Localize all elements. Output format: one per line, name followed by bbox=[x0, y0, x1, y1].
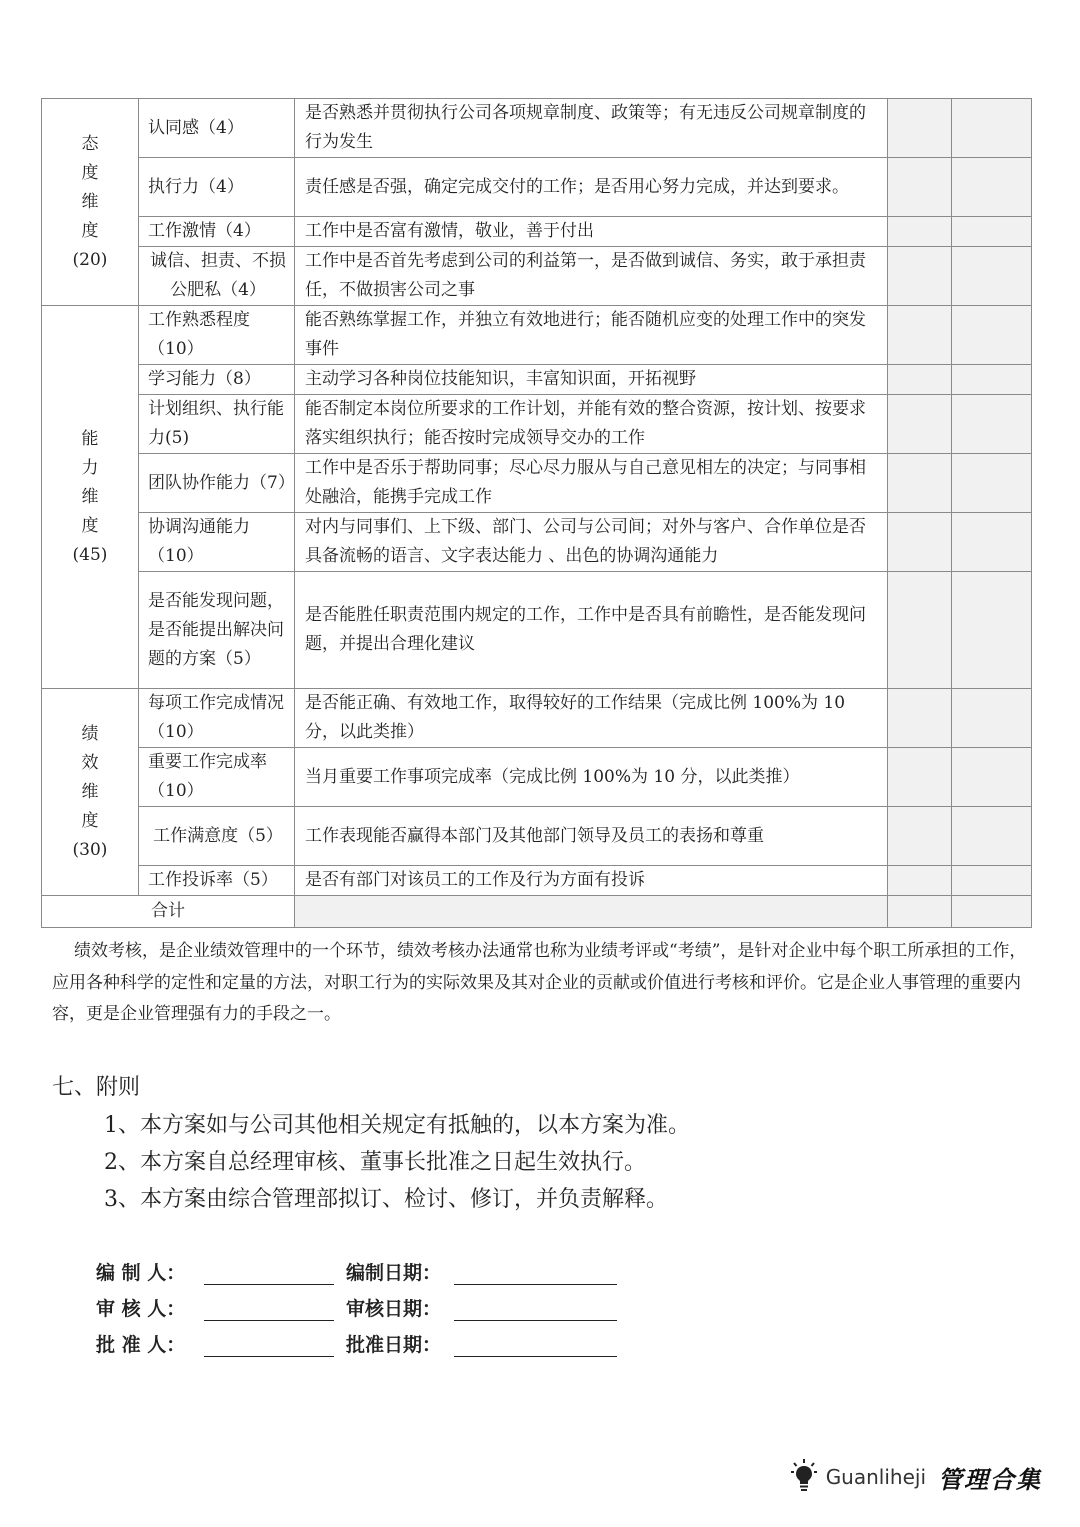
criterion-description: 工作中是否富有激情，敬业，善于付出 bbox=[295, 217, 888, 247]
total-row bbox=[42, 896, 1032, 928]
table-row bbox=[42, 748, 1032, 807]
criterion-description: 工作表现能否赢得本部门及其他部门领导及员工的表扬和尊重 bbox=[295, 807, 888, 866]
score-cell[interactable] bbox=[888, 689, 952, 748]
score-cell[interactable] bbox=[952, 99, 1032, 158]
criterion-description: 主动学习各种岗位技能知识，丰富知识面，开拓视野 bbox=[295, 365, 888, 395]
total-desc-cell[interactable] bbox=[295, 896, 888, 928]
table-row bbox=[42, 807, 1032, 866]
score-cell[interactable] bbox=[888, 454, 952, 513]
criterion-label: 工作满意度（5） bbox=[139, 807, 295, 866]
score-cell[interactable] bbox=[952, 217, 1032, 247]
criterion-description: 是否能胜任职责范围内规定的工作，工作中是否具有前瞻性，是否能发现问题，并提出合理化建议 bbox=[295, 572, 888, 689]
criterion-description: 工作中是否乐于帮助同事；尽心尽力服从与自己意见相左的决定；与同事相处融洽，能携手完成工作 bbox=[295, 454, 888, 513]
prepare-date-label: 编制日期： bbox=[346, 1262, 442, 1284]
reviewer-field[interactable] bbox=[204, 1298, 334, 1321]
criterion-label: 计划组织、执行能力(5) bbox=[139, 395, 295, 454]
score-cell[interactable] bbox=[888, 247, 952, 306]
approver-label: 批 准 人： bbox=[96, 1334, 186, 1356]
criterion-description: 工作中是否首先考虑到公司的利益第一，是否做到诚信、务实，敢于承担责任，不做损害公司之事 bbox=[295, 247, 888, 306]
score-cell[interactable] bbox=[888, 365, 952, 395]
signature-row bbox=[96, 1258, 617, 1285]
criterion-label: 每项工作完成情况（10） bbox=[139, 689, 295, 748]
table-row bbox=[42, 306, 1032, 365]
rule-item: 3、本方案由综合管理部拟订、检讨、修订，并负责解释。 bbox=[104, 1187, 668, 1212]
score-cell[interactable] bbox=[952, 158, 1032, 217]
criterion-label: 认同感（4） bbox=[139, 99, 295, 158]
criterion-description: 责任感是否强，确定完成交付的工作；是否用心努力完成，并达到要求。 bbox=[295, 158, 888, 217]
reviewer-label: 审 核 人： bbox=[96, 1298, 186, 1320]
score-cell[interactable] bbox=[952, 807, 1032, 866]
score-cell[interactable] bbox=[952, 395, 1032, 454]
score-cell[interactable] bbox=[952, 866, 1032, 896]
logo-text: Guanliheji bbox=[825, 1465, 926, 1489]
criterion-description: 是否熟悉并贯彻执行公司各项规章制度、政策等；有无违反公司规章制度的行为发生 bbox=[295, 99, 888, 158]
score-cell[interactable] bbox=[952, 572, 1032, 689]
score-cell[interactable] bbox=[952, 454, 1032, 513]
footer-logo bbox=[790, 1458, 1042, 1496]
rule-item: 2、本方案自总经理审核、董事长批准之日起生效执行。 bbox=[104, 1150, 646, 1175]
rule-item: 1、本方案如与公司其他相关规定有抵触的，以本方案为准。 bbox=[104, 1113, 690, 1138]
criterion-label: 工作投诉率（5） bbox=[139, 866, 295, 896]
criterion-description: 能否熟练掌握工作，并独立有效地进行；能否随机应变的处理工作中的突发事件 bbox=[295, 306, 888, 365]
score-cell[interactable] bbox=[888, 572, 952, 689]
table-row bbox=[42, 365, 1032, 395]
lightbulb-icon bbox=[790, 1458, 818, 1496]
score-cell[interactable] bbox=[888, 158, 952, 217]
criterion-label: 学习能力（8） bbox=[139, 365, 295, 395]
total-label: 合计 bbox=[42, 896, 295, 928]
criterion-label: 协调沟通能力（10） bbox=[139, 513, 295, 572]
criterion-label: 工作熟悉程度（10） bbox=[139, 306, 295, 365]
review-date-label: 审核日期： bbox=[346, 1298, 442, 1320]
criterion-description: 是否有部门对该员工的工作及行为方面有投诉 bbox=[295, 866, 888, 896]
criterion-label: 是否能发现问题，是否能提出解决问题的方案（5） bbox=[139, 572, 295, 689]
prepare-date-field[interactable] bbox=[454, 1262, 617, 1285]
signature-row bbox=[96, 1330, 617, 1357]
criterion-description: 对内与同事们、上下级、部门、公司与公司间；对外与客户、合作单位是否具备流畅的语言、文字表达能力 、出色的协调沟通能力 bbox=[295, 513, 888, 572]
score-cell[interactable] bbox=[952, 306, 1032, 365]
signature-row bbox=[96, 1294, 617, 1321]
score-cell[interactable] bbox=[888, 866, 952, 896]
table-row bbox=[42, 395, 1032, 454]
table-row bbox=[42, 247, 1032, 306]
preparer-field[interactable] bbox=[204, 1262, 334, 1285]
score-cell[interactable] bbox=[888, 217, 952, 247]
score-cell[interactable] bbox=[888, 748, 952, 807]
score-cell[interactable] bbox=[888, 99, 952, 158]
score-cell[interactable] bbox=[952, 748, 1032, 807]
criterion-description: 能否制定本岗位所要求的工作计划，并能有效的整合资源，按计划、按要求落实组织执行；能否按时完成领导交办的工作 bbox=[295, 395, 888, 454]
score-cell[interactable] bbox=[888, 896, 952, 928]
table-row bbox=[42, 454, 1032, 513]
table-row bbox=[42, 158, 1032, 217]
evaluation-table bbox=[41, 98, 1032, 928]
score-cell[interactable] bbox=[888, 306, 952, 365]
table-row bbox=[42, 513, 1032, 572]
score-cell[interactable] bbox=[888, 513, 952, 572]
section-title: 七、附则 bbox=[52, 1075, 141, 1100]
criterion-description: 当月重要工作事项完成率（完成比例 100%为 10 分，以此类推） bbox=[295, 748, 888, 807]
score-cell[interactable] bbox=[952, 247, 1032, 306]
logo-cn: 管理合集 bbox=[938, 1464, 1042, 1494]
score-cell[interactable] bbox=[952, 513, 1032, 572]
score-cell[interactable] bbox=[952, 896, 1032, 928]
criterion-label: 重要工作完成率（10） bbox=[139, 748, 295, 807]
approve-date-field[interactable] bbox=[454, 1334, 617, 1357]
score-cell[interactable] bbox=[952, 365, 1032, 395]
score-cell[interactable] bbox=[952, 689, 1032, 748]
performance-paragraph: 绩效考核，是企业绩效管理中的一个环节，绩效考核办法通常也称为业绩考评或“考绩”，是针对企业中每个职工所承担的工作，应用各种科学的定性和定量的方法，对职工行为的实际效果及其对企业的贡献或价值进行考核和评价。它是企业人事管理的重要内容，更是企业管理强有力的手段之一。 bbox=[52, 941, 1027, 1024]
criterion-label: 诚信、担责、不损公肥私（4） bbox=[139, 247, 295, 306]
table-row bbox=[42, 866, 1032, 896]
table-row bbox=[42, 572, 1032, 689]
dimension-ability: 能 力 维 度 (45) bbox=[42, 306, 139, 689]
table-row bbox=[42, 99, 1032, 158]
table-row bbox=[42, 217, 1032, 247]
table-row bbox=[42, 689, 1032, 748]
criterion-label: 工作激情（4） bbox=[139, 217, 295, 247]
dimension-performance: 绩 效 维 度 (30) bbox=[42, 689, 139, 896]
criterion-label: 团队协作能力（7） bbox=[139, 454, 295, 513]
approver-field[interactable] bbox=[204, 1334, 334, 1357]
score-cell[interactable] bbox=[888, 807, 952, 866]
review-date-field[interactable] bbox=[454, 1298, 617, 1321]
score-cell[interactable] bbox=[888, 395, 952, 454]
criterion-label: 执行力（4） bbox=[139, 158, 295, 217]
criterion-description: 是否能正确、有效地工作，取得较好的工作结果（完成比例 100%为 10 分，以此类推） bbox=[295, 689, 888, 748]
approve-date-label: 批准日期： bbox=[346, 1334, 442, 1356]
dimension-attitude: 态 度 维 度 (20) bbox=[42, 99, 139, 306]
preparer-label: 编 制 人： bbox=[96, 1262, 186, 1284]
